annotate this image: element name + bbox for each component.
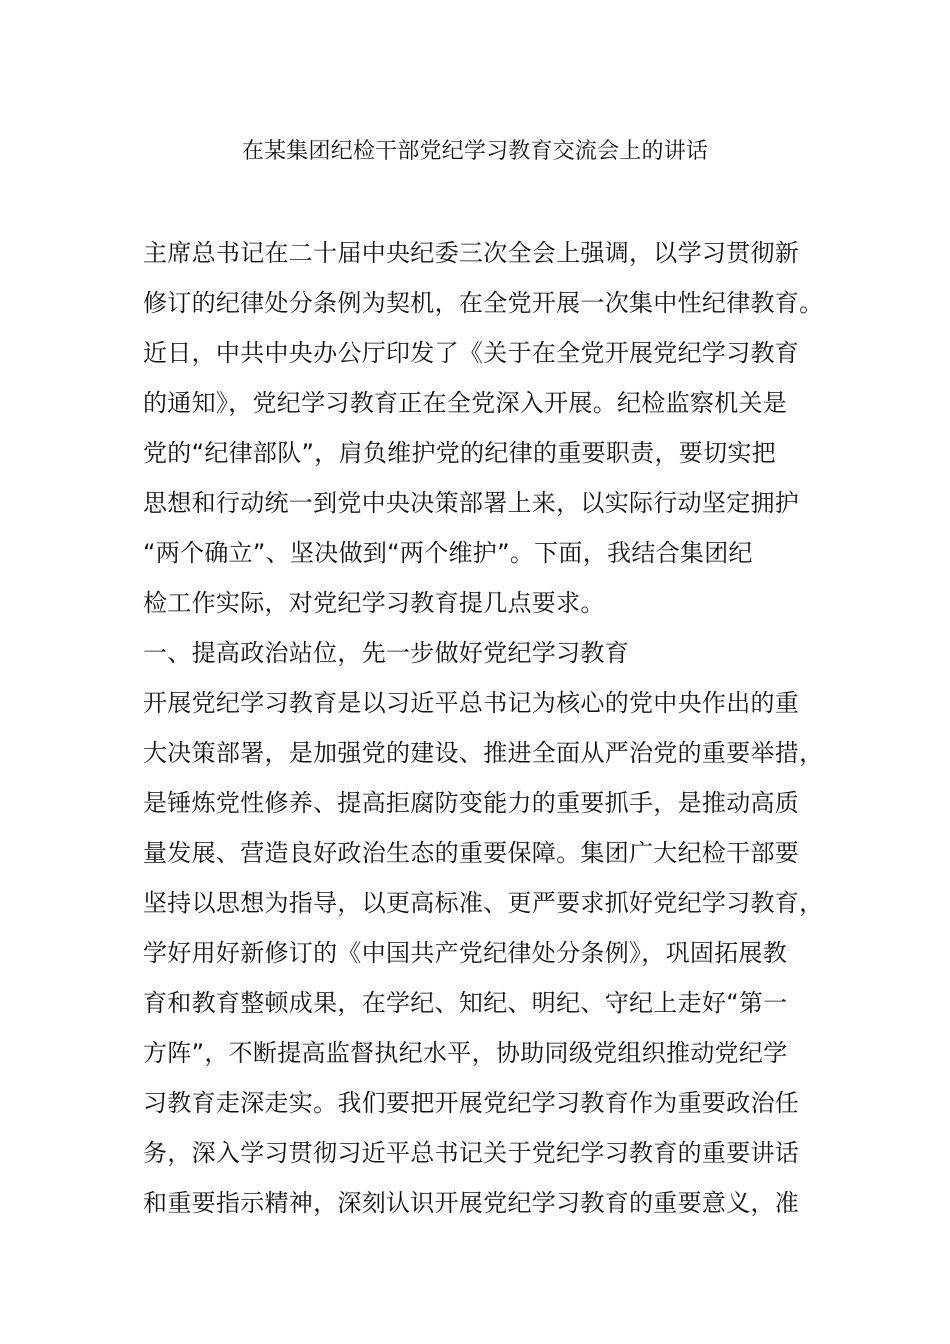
body-line: 检工作实际，对党纪学习教育提几点要求。 (143, 589, 605, 617)
document-body (143, 228, 823, 1228)
section-heading: 一、提高政治站位，先一步做好党纪学习教育 (143, 639, 629, 667)
body-line: 习教育走深走实。我们要把开展党纪学习教育作为重要政治任 (143, 1089, 800, 1117)
body-line: 务，深入学习贯彻习近平总书记关于党纪学习教育的重要讲话 (143, 1139, 800, 1167)
document-title: 在某集团纪检干部党纪学习教育交流会上的讲话 (241, 139, 709, 164)
body-line: 学好用好新修订的《中国共产党纪律处分条例》，巩固拓展教 (143, 939, 788, 967)
body-line: 坚持以思想为指导，以更高标准、更严要求抓好党纪学习教育， (143, 889, 824, 917)
body-line: 和重要指示精神，深刻认识开展党纪学习教育的重要意义，准 (143, 1189, 800, 1217)
body-line: 的通知》，党纪学习教育正在全党深入开展。纪检监察机关是 (143, 389, 788, 417)
body-line: 党的“纪律部队”，肩负维护党的纪律的重要职责，要切实把 (143, 439, 776, 467)
body-line: “两个确立”、坚决做到“两个维护”。下面，我结合集团纪 (143, 539, 753, 567)
body-line: 修订的纪律处分条例为契机，在全党开展一次集中性纪律教育。 (143, 289, 824, 317)
body-line: 近日，中共中央办公厅印发了《关于在全党开展党纪学习教育 (143, 339, 800, 367)
body-line: 是锤炼党性修养、提高拒腐防变能力的重要抓手，是推动高质 (143, 789, 800, 817)
body-line: 主席总书记在二十届中央纪委三次全会上强调，以学习贯彻新 (143, 239, 800, 267)
body-line: 量发展、营造良好政治生态的重要保障。集团广大纪检干部要 (143, 839, 800, 867)
body-line: 育和教育整顿成果，在学纪、知纪、明纪、守纪上走好“第一 (143, 989, 788, 1017)
body-line: 大决策部署，是加强党的建设、推进全面从严治党的重要举措， (143, 739, 824, 767)
body-line: 思想和行动统一到党中央决策部署上来，以实际行动坚定拥护 (143, 489, 800, 517)
body-line: 开展党纪学习教育是以习近平总书记为核心的党中央作出的重 (143, 689, 800, 717)
body-line: 方阵”，不断提高监督执纪水平，协助同级党组织推动党纪学 (143, 1039, 788, 1067)
